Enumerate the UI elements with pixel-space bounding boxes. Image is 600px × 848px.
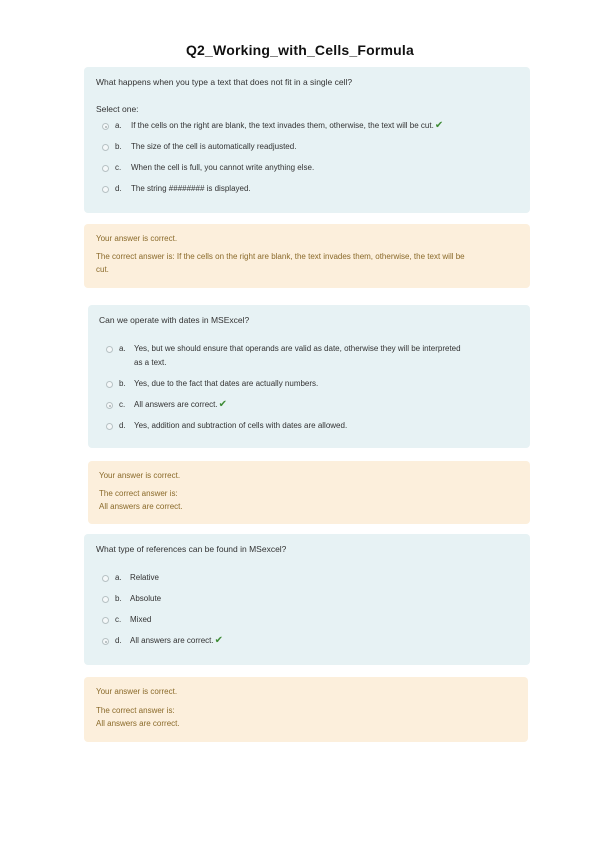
q3-option-c-radio[interactable] [102, 617, 109, 624]
q3-option-b-text: Absolute [130, 594, 162, 603]
q2-option-c-text [134, 398, 227, 411]
q3-option-a-text: Relative [130, 573, 159, 582]
q2-option-d-letter: d. [119, 421, 126, 430]
q1-option-c-letter: c. [115, 163, 122, 172]
feedback-correct-value: All answers are correct. [99, 502, 183, 511]
correct-check-icon: ✔ [434, 120, 444, 131]
question-3-feedback [84, 677, 528, 742]
select-one-label: Select one: [96, 104, 139, 114]
q3-option-b-radio[interactable] [102, 596, 109, 603]
q3-option-d-radio[interactable] [102, 638, 109, 645]
correct-check-icon: ✔ [218, 399, 227, 410]
q3-option-d-letter: d. [115, 636, 122, 645]
feedback-status: Your answer is correct. [96, 687, 178, 696]
q1-option-d-text: The string ######## is displayed. [131, 184, 251, 193]
feedback-status: Your answer is correct. [96, 234, 178, 243]
q2-option-c-label: All answers are correct. [134, 400, 218, 409]
q2-option-b-radio[interactable] [106, 381, 113, 388]
q1-option-a-radio[interactable] [102, 123, 109, 130]
q3-option-b-letter: b. [115, 594, 122, 603]
q2-option-b-text: Yes, due to the fact that dates are actually numbers. [134, 379, 319, 388]
question-1-prompt: What happens when you type a text that does not fit in a single cell? [96, 77, 353, 87]
feedback-correct-value: All answers are correct. [96, 719, 180, 728]
q1-option-a-letter: a. [115, 121, 122, 130]
q3-option-d-label: All answers are correct. [130, 636, 214, 645]
feedback-correct-label: The correct answer is: [99, 489, 178, 498]
question-2-feedback [88, 461, 530, 524]
question-2-prompt: Can we operate with dates in MSExcel? [99, 315, 250, 325]
q2-option-d-text: Yes, addition and subtraction of cells with dates are allowed. [134, 421, 348, 430]
feedback-correct-label: The correct answer is: [96, 706, 175, 715]
q2-option-b-letter: b. [119, 379, 126, 388]
feedback-correct-answer: The correct answer is: If the cells on the right are blank, the text invades them, otherwise, the text will be [96, 252, 465, 261]
question-1-box [84, 67, 530, 213]
question-1-feedback [84, 224, 530, 288]
q3-option-c-letter: c. [115, 615, 122, 624]
question-3-box [84, 534, 530, 665]
q2-option-a-text: Yes, but we should ensure that operands are valid as date, otherwise they will be interpreted [134, 344, 461, 353]
q1-option-b-letter: b. [115, 142, 122, 151]
q1-option-b-radio[interactable] [102, 144, 109, 151]
feedback-status: Your answer is correct. [99, 471, 181, 480]
q1-option-c-radio[interactable] [102, 165, 109, 172]
q3-option-a-letter: a. [115, 573, 122, 582]
q1-option-b-text: The size of the cell is automatically readjusted. [131, 142, 297, 151]
q2-option-a-text-cont: as a text. [134, 358, 167, 367]
q1-option-d-letter: d. [115, 184, 122, 193]
q1-option-c-text: When the cell is full, you cannot write anything else. [131, 163, 315, 172]
question-2-box [88, 305, 530, 448]
feedback-correct-answer-cont: cut. [96, 265, 109, 274]
q2-option-a-radio[interactable] [106, 346, 113, 353]
question-3-prompt: What type of references can be found in MSexcel? [96, 544, 287, 554]
correct-check-icon: ✔ [214, 635, 223, 646]
q2-option-d-radio[interactable] [106, 423, 113, 430]
q3-option-d-text [130, 634, 223, 647]
q1-option-a-text [131, 119, 526, 132]
page-title: Q2_Working_with_Cells_Formula [185, 42, 415, 58]
q2-option-a-letter: a. [119, 344, 126, 353]
q2-option-c-radio[interactable] [106, 402, 113, 409]
q3-option-c-text: Mixed [130, 615, 152, 624]
q1-option-d-radio[interactable] [102, 186, 109, 193]
q1-option-a-label: If the cells on the right are blank, the text invades them, otherwise, the text will be cut. [131, 121, 434, 130]
q2-option-c-letter: c. [119, 400, 126, 409]
q3-option-a-radio[interactable] [102, 575, 109, 582]
